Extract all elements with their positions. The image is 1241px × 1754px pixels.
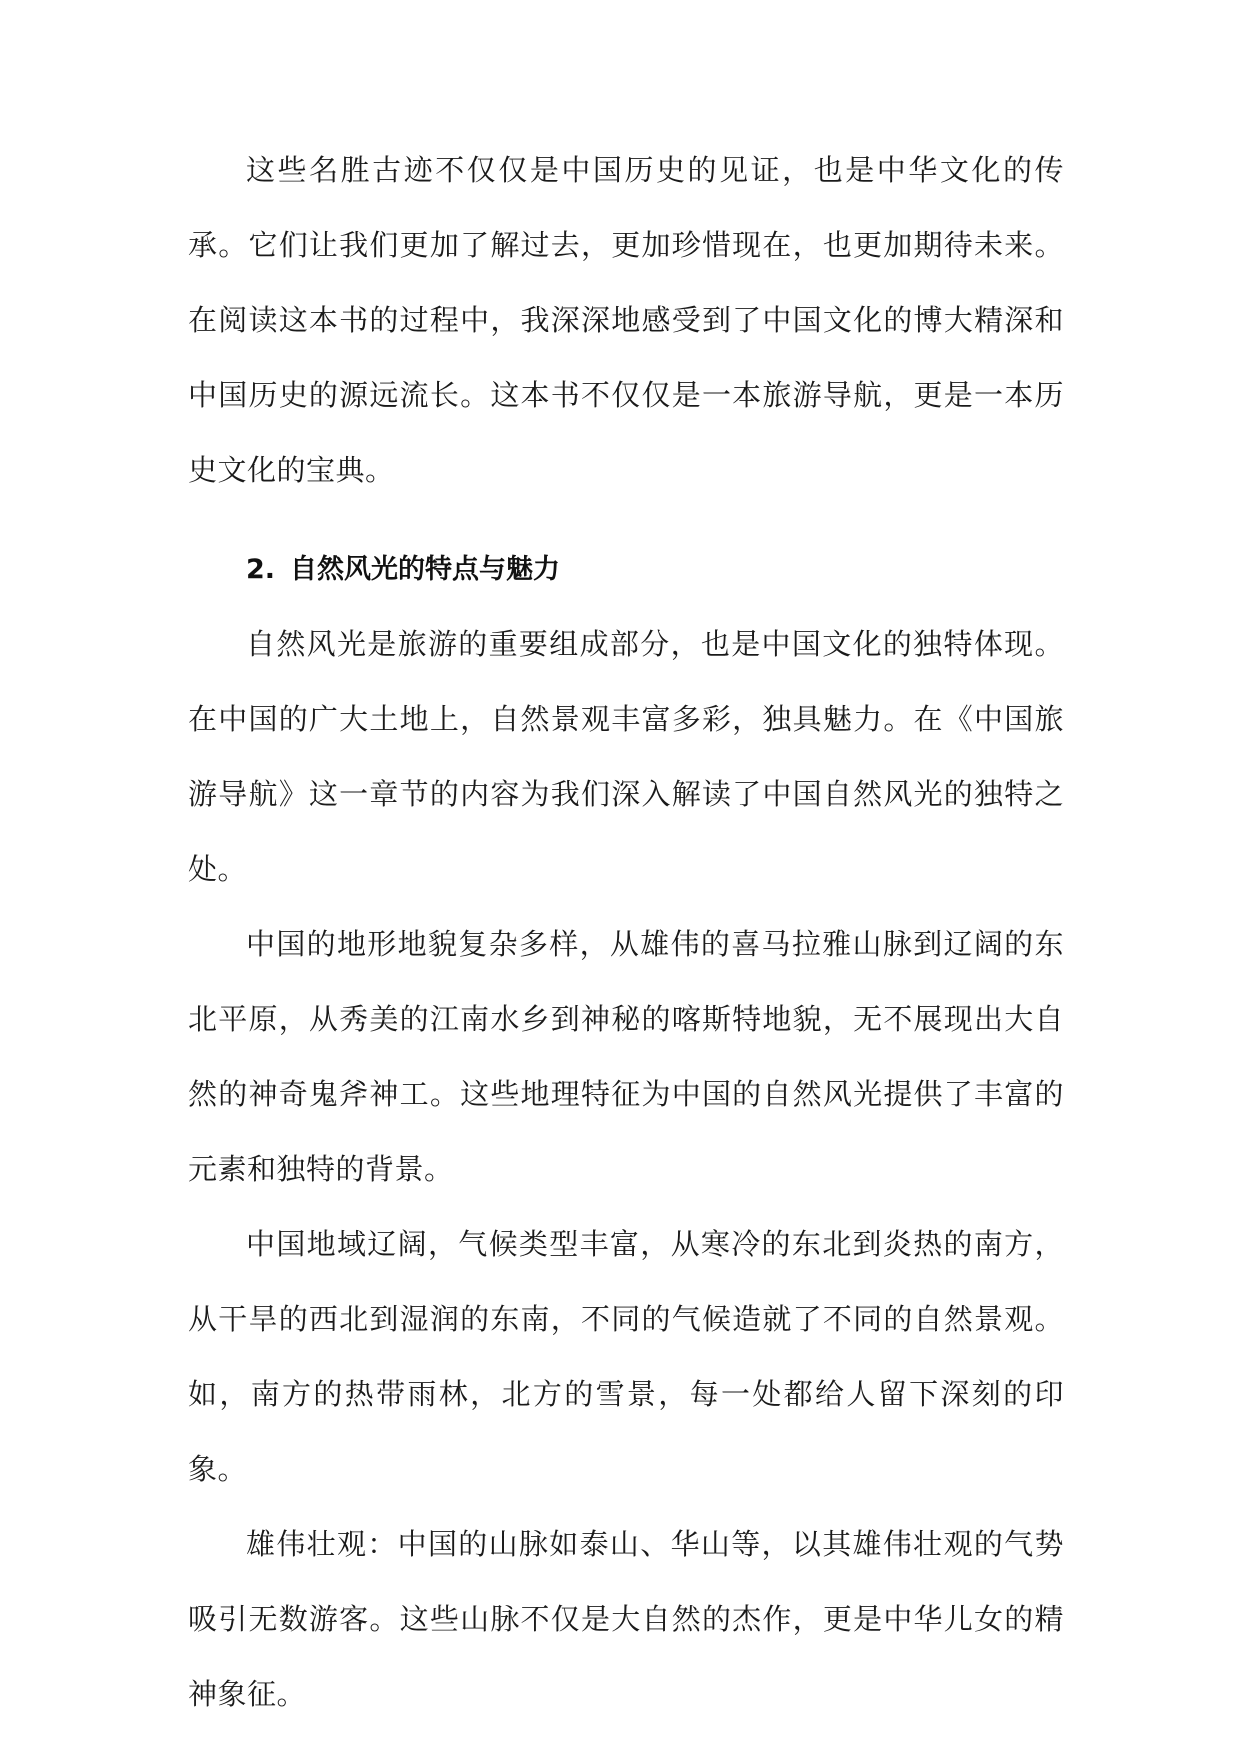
section-heading bbox=[188, 532, 1064, 607]
section-number: 2. bbox=[246, 554, 276, 585]
section-title: 自然风光的特点与魅力 bbox=[290, 554, 560, 585]
document-body bbox=[188, 133, 1064, 1732]
paragraph-mountains: 雄伟壮观：中国的山脉如泰山、华山等，以其雄伟壮观的气势吸引无数游客。这些山脉不仅是大自然的杰作，更是中华儿女的精神象征。 bbox=[188, 1527, 1064, 1711]
paragraph-climate: 中国地域辽阔，气候类型丰富，从寒冷的东北到炎热的南方，从干旱的西北到湿润的东南，不同的气候造就了不同的自然景观。如，南方的热带雨林，北方的雪景，每一处都给人留下深刻的印象。 bbox=[188, 1227, 1064, 1486]
paragraph-heritage-summary: 这些名胜古迹不仅仅是中国历史的见证，也是中华文化的传承。它们让我们更加了解过去，更加珍惜现在，也更加期待未来。在阅读这本书的过程中，我深深地感受到了中国文化的博大精深和中国历史的源远流长。这本书不仅仅是一本旅游导航，更是一本历史文化的宝典。 bbox=[188, 153, 1064, 487]
paragraph-nature-intro: 自然风光是旅游的重要组成部分，也是中国文化的独特体现。在中国的广大土地上，自然景观丰富多彩，独具魅力。在《中国旅游导航》这一章节的内容为我们深入解读了中国自然风光的独特之处。 bbox=[188, 627, 1064, 886]
paragraph-terrain: 中国的地形地貌复杂多样，从雄伟的喜马拉雅山脉到辽阔的东北平原，从秀美的江南水乡到神秘的喀斯特地貌，无不展现出大自然的神奇鬼斧神工。这些地理特征为中国的自然风光提供了丰富的元素和独特的背景。 bbox=[188, 927, 1064, 1186]
